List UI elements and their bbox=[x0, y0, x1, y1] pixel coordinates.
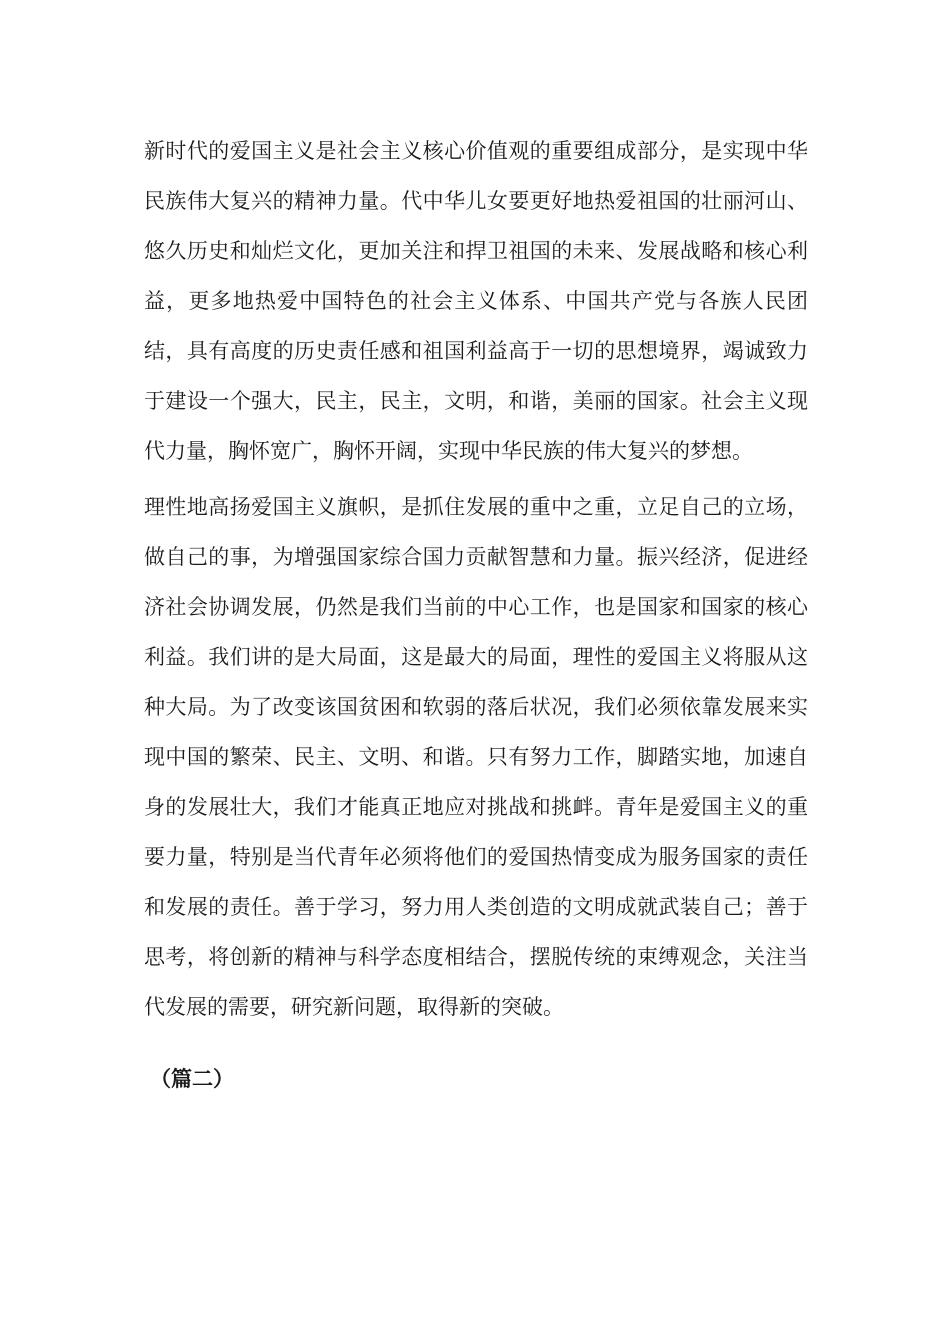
document-body bbox=[144, 126, 808, 1104]
paragraph-patriotism-new-era: 新时代的爱国主义是社会主义核心价值观的重要组成部分，是实现中华民族伟大复兴的精神力量。代中华儿女要更好地热爱祖国的壮丽河山、悠久历史和灿烂文化，更加关注和捍卫祖国的未来、发展战略和核心利益，更多地热爱中国特色的社会主义体系、中国共产党与各族人民团结，具有高度的历史责任感和祖国利益高于一切的思想境界，竭诚致力于建设一个强大，民主，民主，文明，和谐，美丽的国家。社会主义现代力量，胸怀宽广，胸怀开阔，实现中华民族的伟大复兴的梦想。 bbox=[144, 139, 808, 463]
section-heading: （篇二） bbox=[150, 1067, 234, 1091]
paragraph-rational-patriotism: 理性地高扬爱国主义旗帜，是抓住发展的重中之重，立足自己的立场，做自己的事，为增强国家综合国力贡献智慧和力量。振兴经济，促进经济社会协调发展，仍然是我们当前的中心工作，也是国家和国家的核心利益。我们讲的是大局面，这是最大的局面，理性的爱国主义将服从这种大局。为了改变该国贫困和软弱的落后状况，我们必须依靠发展来实现中国的繁荣、民主、文明、和谐。只有努力工作，脚踏实地，加速自身的发展壮大，我们才能真正地应对挑战和挑衅。青年是爱国主义的重要力量，特别是当代青年必须将他们的爱国热情变成为服务国家的责任和发展的责任。善于学习，努力用人类创造的文明成就武装自己；善于思考，将创新的精神与科学态度相结合，摆脱传统的束缚观念，关注当代发展的需要，研究新问题，取得新的突破。 bbox=[144, 495, 808, 1019]
